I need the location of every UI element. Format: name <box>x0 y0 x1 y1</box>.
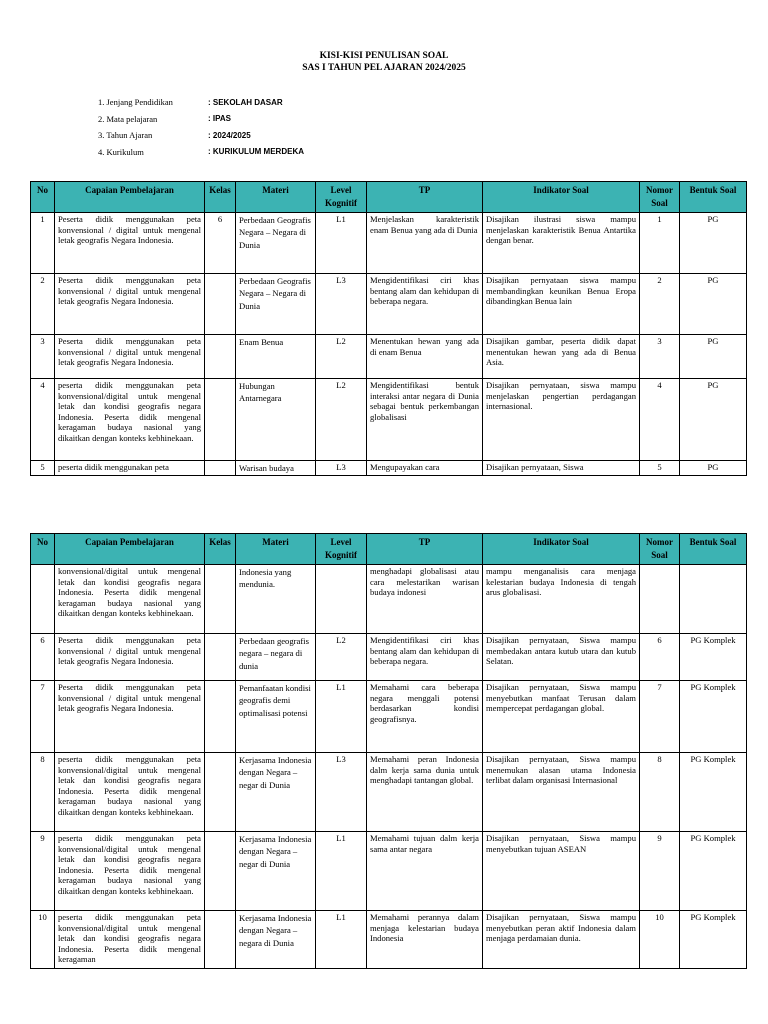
cell-level: L2 <box>316 379 367 461</box>
document-info <box>98 94 304 160</box>
cell-tp: Memahami peran Indonesia dalm kerja sama dunia untuk menghadapi tantangan global. <box>367 753 483 832</box>
col-header-level: Level Kognitif <box>316 534 367 565</box>
info-value: : KURIKULUM MERDEKA <box>208 147 304 157</box>
table-header-row <box>31 534 747 565</box>
col-header-kelas: Kelas <box>205 182 236 213</box>
cell-nomor: 2 <box>640 274 680 335</box>
cell-kelas <box>205 681 236 753</box>
table-row <box>31 379 747 461</box>
cell-kelas <box>205 335 236 379</box>
cell-indikator: Disajikan pernyataan, Siswa mampu membedakan antara kutub utara dan kutub Selatan. <box>483 634 640 681</box>
cell-bentuk: PG <box>680 335 747 379</box>
cell-no: 2 <box>31 274 55 335</box>
cell-level: L3 <box>316 753 367 832</box>
cell-nomor: 8 <box>640 753 680 832</box>
cell-materi: Enam Benua <box>236 335 316 379</box>
cell-capaian: peserta didik menggunakan peta konvensional/digital untuk mengenal letak dan kondisi geografis negara Indonesia. Peserta didik mengenal keragaman budaya nasional yang dikaitkan dengan konteks kebhinekaan. <box>55 379 205 461</box>
cell-capaian: peserta didik menggunakan peta konvensional/digital untuk mengenal letak dan kondisi geografis negara Indonesia. Peserta didik mengenal keragaman budaya nasional yang dikaitkan dengan konteks kebhinekaan. <box>55 753 205 832</box>
cell-bentuk: PG <box>680 461 747 476</box>
cell-no: 4 <box>31 379 55 461</box>
cell-level: L1 <box>316 681 367 753</box>
cell-level: L3 <box>316 461 367 476</box>
cell-nomor: 5 <box>640 461 680 476</box>
cell-capaian: peserta didik menggunakan peta konvensional/digital untuk mengenal letak dan kondisi geografis negara Indonesia. Peserta didik mengenal keragaman <box>55 911 205 969</box>
cell-materi: Perbedaan geografis negara – negara di dunia <box>236 634 316 681</box>
cell-materi: Kerjasama Indonesia dengan Negara – negar di Dunia <box>236 832 316 911</box>
cell-capaian: Peserta didik menggunakan peta konvensional / digital untuk mengenal letak geografis Negara Indonesia. <box>55 634 205 681</box>
info-row-mapel <box>98 111 304 128</box>
cell-level: L1 <box>316 911 367 969</box>
cell-nomor <box>640 565 680 634</box>
table-body-2 <box>31 565 747 969</box>
cell-bentuk: PG Komplek <box>680 832 747 911</box>
cell-level: L1 <box>316 213 367 274</box>
cell-no: 6 <box>31 634 55 681</box>
cell-materi: Kerjasama Indonesia dengan Negara – negar di Dunia <box>236 753 316 832</box>
cell-capaian: peserta didik menggunakan peta <box>55 461 205 476</box>
cell-indikator: mampu menganalisis cara menjaga kelestarian budaya Indonesia di tengah arus globalisasi. <box>483 565 640 634</box>
col-header-kelas: Kelas <box>205 534 236 565</box>
table-row <box>31 681 747 753</box>
col-header-materi: Materi <box>236 182 316 213</box>
cell-capaian: Peserta didik menggunakan peta konvensional / digital untuk mengenal letak geografis Negara Indonesia. <box>55 681 205 753</box>
cell-indikator: Disajikan pernyataan siswa mampu membandingkan keunikan Benua Eropa dibandingkan Benua lain <box>483 274 640 335</box>
cell-bentuk: PG <box>680 379 747 461</box>
cell-tp: Mengidentifikasi ciri khas bentang alam dan kehidupan di beberapa negara. <box>367 634 483 681</box>
cell-kelas <box>205 379 236 461</box>
cell-kelas <box>205 832 236 911</box>
cell-tp: Mengidentifikasi bentuk interaksi antar negara di Dunia sebagai bentuk perkembangan globalisasi <box>367 379 483 461</box>
cell-indikator: Disajikan pernyataan, siswa mampu menjelaskan pengertian perdagangan internasional. <box>483 379 640 461</box>
cell-indikator: Disajikan pernyataan, Siswa mampu menemukan alasan utama Indonesia terlibat dalam organisasi Internasional <box>483 753 640 832</box>
info-label: 1. Jenjang Pendidikan <box>98 97 173 108</box>
info-label: 4. Kurikulum <box>98 146 144 157</box>
cell-no <box>31 565 55 634</box>
cell-bentuk: PG Komplek <box>680 753 747 832</box>
table-row <box>31 634 747 681</box>
cell-capaian: Peserta didik menggunakan peta konvensional / digital untuk mengenal letak geografis Negara Indonesia. <box>55 335 205 379</box>
table-header-row <box>31 182 747 213</box>
cell-no: 1 <box>31 213 55 274</box>
cell-no: 10 <box>31 911 55 969</box>
col-header-cp: Capaian Pembelajaran <box>55 534 205 565</box>
table-row <box>31 753 747 832</box>
cell-kelas <box>205 911 236 969</box>
cell-bentuk: PG <box>680 274 747 335</box>
col-header-no: No <box>31 182 55 213</box>
col-header-bentuk: Bentuk Soal <box>680 182 747 213</box>
cell-no: 7 <box>31 681 55 753</box>
cell-indikator: Disajikan pernyataan, Siswa mampu menyebutkan manfaat Terusan dalam mempercepat perdagangan global. <box>483 681 640 753</box>
cell-bentuk: PG Komplek <box>680 681 747 753</box>
info-value: : SEKOLAH DASAR <box>208 97 283 107</box>
cell-tp: Menjelaskan karakteristik enam Benua yang ada di Dunia <box>367 213 483 274</box>
cell-nomor: 7 <box>640 681 680 753</box>
cell-kelas <box>205 461 236 476</box>
cell-capaian: konvensional/digital untuk mengenal letak dan kondisi geografis negara Indonesia. Peserta didik mengenal keragaman budaya nasional yang dikaitkan dengan konteks kebhinekaan. <box>55 565 205 634</box>
cell-materi: Pemanfaatan kondisi geografis demi optimalisasi potensi <box>236 681 316 753</box>
cell-level: L2 <box>316 335 367 379</box>
col-header-materi: Materi <box>236 534 316 565</box>
document-title: KISI-KISI PENULISAN SOAL <box>319 51 449 61</box>
table-row <box>31 335 747 379</box>
col-header-nomor: Nomor Soal <box>640 534 680 565</box>
col-header-nomor: Nomor Soal <box>640 182 680 213</box>
cell-nomor: 3 <box>640 335 680 379</box>
cell-nomor: 9 <box>640 832 680 911</box>
cell-indikator: Disajikan gambar, peserta didik dapat menentukan hewan yang ada di Benua Asia. <box>483 335 640 379</box>
info-row-tahun <box>98 127 304 144</box>
info-label: 3. Tahun Ajaran <box>98 130 153 141</box>
cell-indikator: Disajikan pernyataan, Siswa mampu menyebutkan tujuan ASEAN <box>483 832 640 911</box>
cell-capaian: Peserta didik menggunakan peta konvensional / digital untuk mengenal letak geografis Negara Indonesia. <box>55 213 205 274</box>
cell-nomor: 1 <box>640 213 680 274</box>
cell-tp: menghadapi globalisasi atau cara melestarikan warisan budaya indonesi <box>367 565 483 634</box>
cell-materi: Warisan budaya <box>236 461 316 476</box>
cell-capaian: Peserta didik menggunakan peta konvensional / digital untuk mengenal letak geografis Negara Indonesia. <box>55 274 205 335</box>
cell-materi: Perbedaan Geografis Negara – Negara di Dunia <box>236 213 316 274</box>
document-subtitle: SAS I TAHUN PEL AJARAN 2024/2025 <box>302 63 466 73</box>
cell-level: L3 <box>316 274 367 335</box>
cell-indikator: Disajikan ilustrasi siswa mampu menjelaskan karakteristik Benua Antartika dengan benar. <box>483 213 640 274</box>
cell-materi: Kerjasama Indonesia dengan Negara – negara di Dunia <box>236 911 316 969</box>
col-header-tp: TP <box>367 182 483 213</box>
cell-indikator: Disajikan pernyataan, Siswa mampu menyebutkan peran aktif Indonesia dalam menjaga perdamaian dunia. <box>483 911 640 969</box>
cell-nomor: 4 <box>640 379 680 461</box>
col-header-tp: TP <box>367 534 483 565</box>
col-header-indikator: Indikator Soal <box>483 182 640 213</box>
cell-indikator: Disajikan pernyataan, Siswa <box>483 461 640 476</box>
col-header-cp: Capaian Pembelajaran <box>55 182 205 213</box>
cell-tp: Mengupayakan cara <box>367 461 483 476</box>
cell-kelas <box>205 274 236 335</box>
info-value: : IPAS <box>208 114 231 124</box>
cell-kelas: 6 <box>205 213 236 274</box>
table-row <box>31 213 747 274</box>
cell-level <box>316 565 367 634</box>
cell-tp: Memahami perannya dalam menjaga kelestarian budaya Indonesia <box>367 911 483 969</box>
cell-bentuk: PG Komplek <box>680 911 747 969</box>
cell-tp: Menentukan hewan yang ada di enam Benua <box>367 335 483 379</box>
col-header-indikator: Indikator Soal <box>483 534 640 565</box>
table-body-1 <box>31 213 747 476</box>
cell-no: 5 <box>31 461 55 476</box>
cell-capaian: peserta didik menggunakan peta konvensional/digital untuk mengenal letak dan kondisi geografis negara Indonesia. Peserta didik mengenal keragaman budaya nasional yang dikaitkan dengan konteks kebhinekaan. <box>55 832 205 911</box>
cell-materi: Indonesia yang mendunia. <box>236 565 316 634</box>
table-row <box>31 832 747 911</box>
cell-level: L2 <box>316 634 367 681</box>
col-header-no: No <box>31 534 55 565</box>
table-row <box>31 565 747 634</box>
cell-nomor: 10 <box>640 911 680 969</box>
info-value: : 2024/2025 <box>208 130 251 140</box>
cell-nomor: 6 <box>640 634 680 681</box>
info-row-jenjang <box>98 94 304 111</box>
info-row-kurikulum <box>98 144 304 161</box>
info-label: 2. Mata pelajaran <box>98 113 158 124</box>
kisi-kisi-table-1 <box>30 181 747 476</box>
kisi-kisi-table-2 <box>30 533 747 969</box>
cell-bentuk: PG Komplek <box>680 634 747 681</box>
cell-level: L1 <box>316 832 367 911</box>
table-row <box>31 274 747 335</box>
cell-no: 9 <box>31 832 55 911</box>
cell-bentuk <box>680 565 747 634</box>
cell-kelas <box>205 753 236 832</box>
cell-tp: Mengidentifikasi ciri khas bentang alam dan kehidupan di beberapa negara. <box>367 274 483 335</box>
cell-bentuk: PG <box>680 213 747 274</box>
table-row <box>31 911 747 969</box>
cell-kelas <box>205 565 236 634</box>
table-row <box>31 461 747 476</box>
cell-materi: Hubungan Antarnegara <box>236 379 316 461</box>
cell-tp: Memahami tujuan dalm kerja sama antar negara <box>367 832 483 911</box>
cell-no: 3 <box>31 335 55 379</box>
cell-kelas <box>205 634 236 681</box>
col-header-level: Level Kognitif <box>316 182 367 213</box>
cell-materi: Perbedaan Geografis Negara – Negara di Dunia <box>236 274 316 335</box>
col-header-bentuk: Bentuk Soal <box>680 534 747 565</box>
cell-no: 8 <box>31 753 55 832</box>
cell-tp: Memahami cara beberapa negara menggali potensi berdasarkan kondisi geografisnya. <box>367 681 483 753</box>
